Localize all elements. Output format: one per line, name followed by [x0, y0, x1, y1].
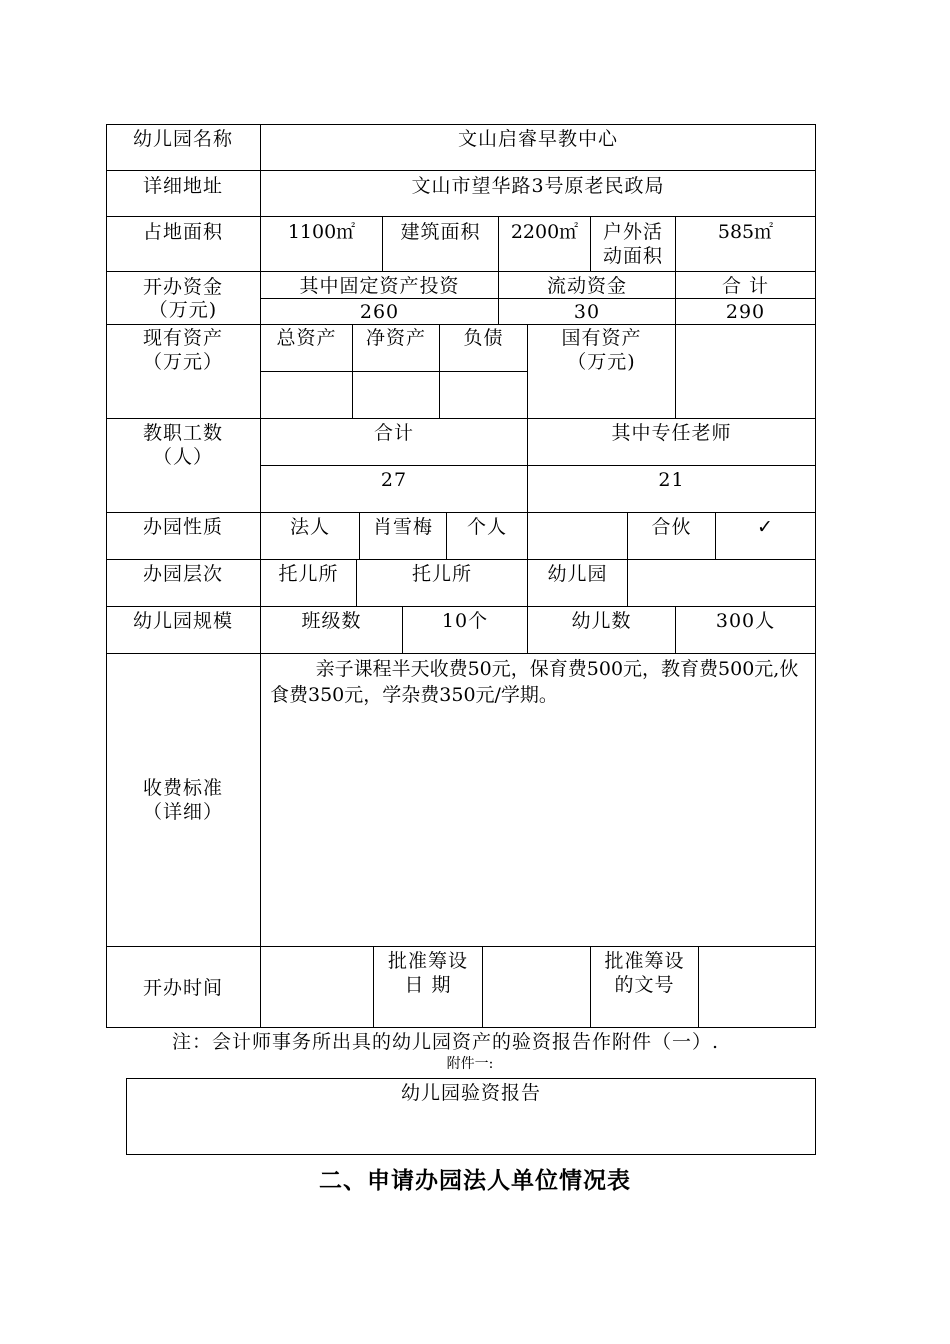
working-capital-label: 流动资金 [546, 275, 627, 297]
approval-date-label-2: 日 期 [404, 974, 452, 996]
address-value: 文山市望华路3号原老民政局 [411, 175, 665, 197]
name-label: 幼儿园名称 [132, 128, 233, 150]
name-value: 文山启睿早教中心 [457, 128, 618, 150]
attachment-box-title: 幼儿园验资报告 [400, 1082, 541, 1104]
land-area-label: 占地面积 [142, 221, 223, 243]
nature-check-icon: ✓ [757, 516, 774, 538]
teachers-value: 21 [658, 469, 685, 491]
nature-individual: 个人 [466, 516, 507, 538]
level-label: 办园层次 [142, 563, 223, 585]
open-time-label: 开办时间 [142, 977, 223, 999]
liabilities-label: 负债 [463, 327, 504, 349]
level-nursery: 托儿所 [278, 563, 339, 585]
funds-label-1: 开办资金 [142, 276, 223, 298]
state-assets-label-2: （万元) [567, 351, 636, 373]
classes-value: 10个 [441, 610, 489, 632]
staff-label-2: （人） [152, 446, 213, 468]
level-kindergarten: 幼儿园 [547, 563, 608, 585]
fee-label-2: （详细） [142, 801, 223, 823]
fee-text: 亲子课程半天收费50元，保育费500元，教育费500元,伙食费350元，学杂费350元/学期。 [270, 658, 799, 706]
approval-doc-label-1: 批准筹设 [604, 950, 685, 972]
funds-label-2: （万元) [148, 299, 218, 321]
nature-legal-person: 法人 [289, 516, 330, 538]
assets-label-1: 现有资产 [142, 327, 223, 349]
approval-date-label-1: 批准筹设 [387, 950, 468, 972]
fixed-assets-value: 260 [359, 301, 400, 323]
nature-partnership: 合伙 [651, 516, 692, 538]
staff-total-label: 合计 [373, 422, 414, 444]
nature-label: 办园性质 [142, 516, 223, 538]
level-nursery-value: 托儿所 [411, 563, 472, 585]
fixed-assets-label: 其中固定资产投资 [299, 275, 460, 297]
working-capital-value: 30 [573, 301, 601, 323]
section-title: 二、申请办园法人单位情况表 [319, 1167, 631, 1194]
state-assets-label-1: 国有资产 [561, 327, 642, 349]
fee-label-1: 收费标准 [142, 777, 223, 799]
classes-label: 班级数 [301, 610, 362, 632]
outdoor-area-label-2: 动面积 [602, 245, 663, 267]
building-area-label: 建筑面积 [400, 221, 481, 243]
net-assets-label: 净资产 [365, 327, 426, 349]
attachment-label: 附件一: [446, 1056, 494, 1072]
total-assets-label: 总资产 [276, 327, 337, 349]
total-label: 合 计 [721, 275, 770, 297]
address-label: 详细地址 [142, 175, 223, 197]
building-area-value: 2200㎡ [510, 221, 579, 243]
assets-label-2: （万元） [142, 351, 223, 373]
land-area-value: 1100㎡ [287, 221, 356, 243]
note-text: 注：会计师事务所出具的幼儿园资产的验资报告作附件（一）. [172, 1031, 720, 1053]
total-value: 290 [725, 301, 766, 323]
approval-doc-label-2: 的文号 [614, 974, 675, 996]
scale-label: 幼儿园规模 [132, 610, 233, 632]
nature-legal-person-value: 肖雪梅 [372, 516, 433, 538]
staff-label-1: 教职工数 [142, 422, 223, 444]
staff-total-value: 27 [380, 469, 408, 491]
outdoor-area-value: 585㎡ [717, 221, 774, 243]
children-label: 幼儿数 [571, 610, 632, 632]
children-value: 300人 [715, 610, 776, 632]
outdoor-area-label-1: 户外活 [602, 221, 663, 243]
teachers-label: 其中专任老师 [611, 422, 732, 444]
